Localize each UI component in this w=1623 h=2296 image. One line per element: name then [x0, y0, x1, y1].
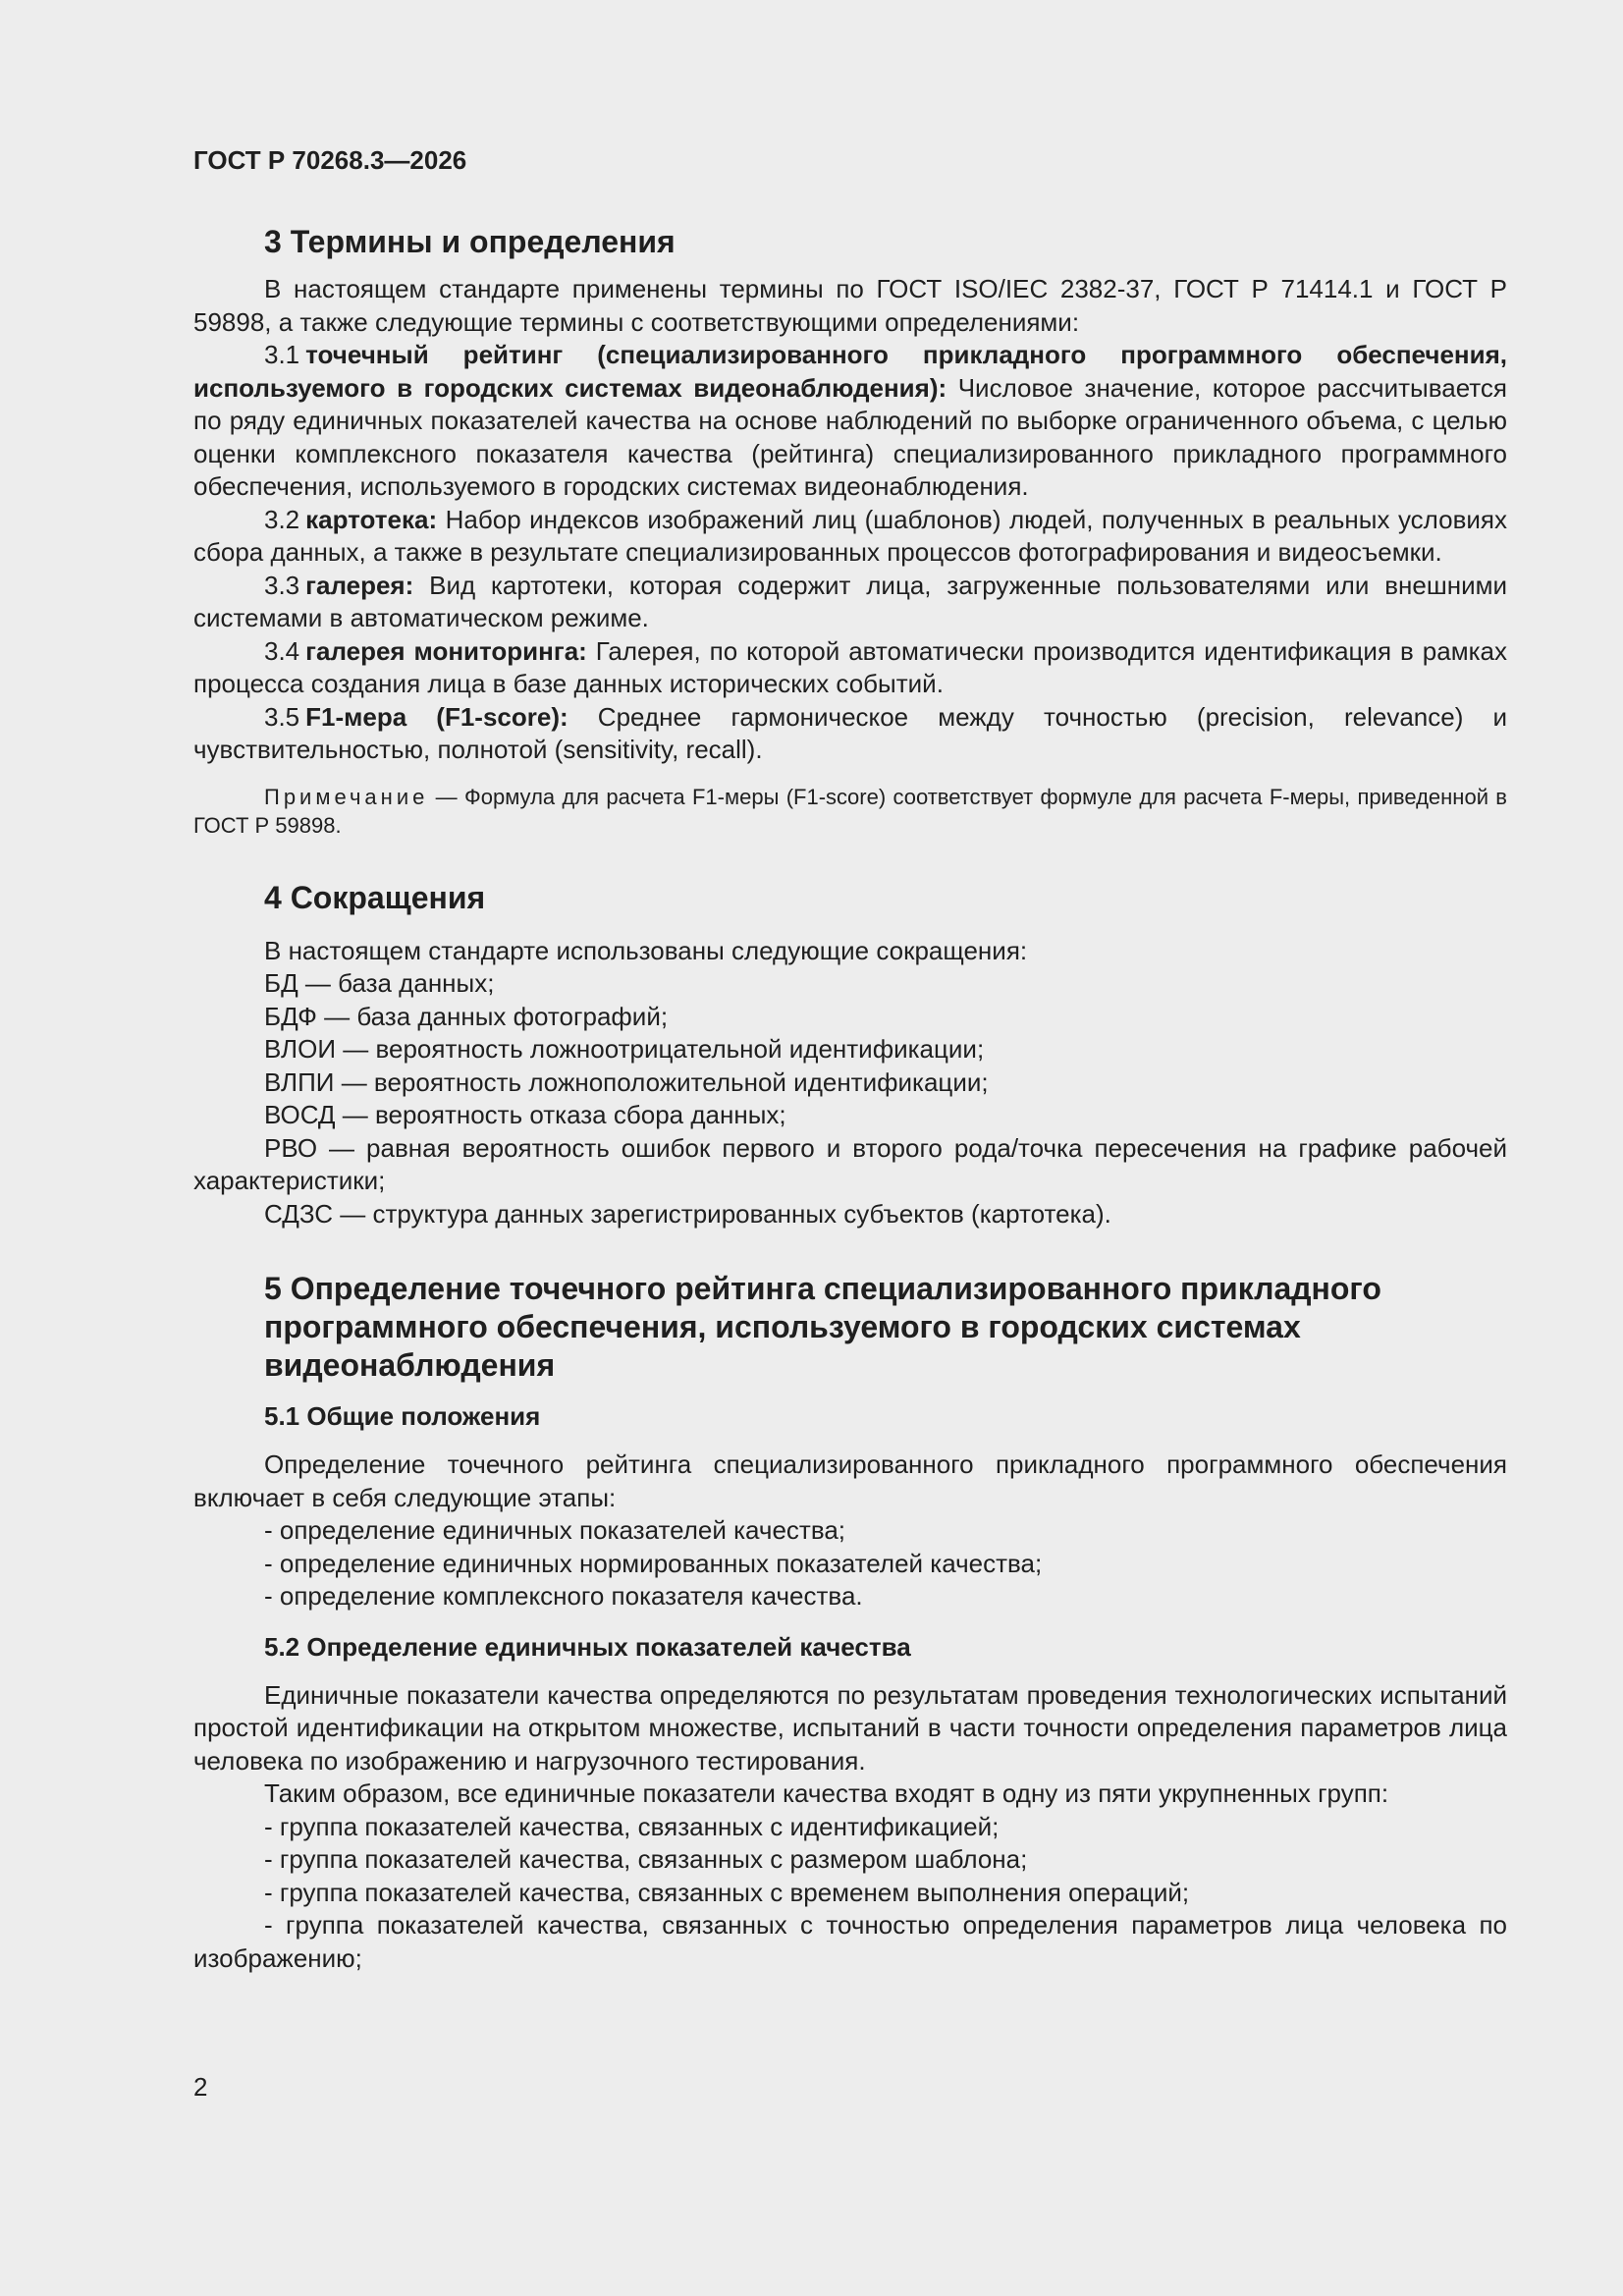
section-5-2-heading: 5.2 Определение единичных показателей качества — [264, 1631, 911, 1662]
abbreviation-item: ВОСД — вероятность отказа сбора данных; — [264, 1100, 786, 1129]
note — [193, 783, 1507, 840]
list-item: - группа показателей качества, связанных с временем выполнения операций; — [264, 1877, 1190, 1907]
page-number: 2 — [193, 2072, 208, 2102]
definition-term: картотека: — [305, 504, 438, 534]
section-5-1-heading: 5.1 Общие положения — [264, 1401, 541, 1431]
definition-term: точечный рейтинг (специализированного прикладного программного обеспечения, используемого в городских системах видеонаблюдения): — [193, 340, 1507, 403]
abbreviation-item: РВО — равная вероятность ошибок первого и второго рода/точка пересечения на графике рабочей характеристики; — [193, 1132, 1507, 1195]
definition-3-2 — [193, 504, 1507, 570]
definition-3-4 — [193, 635, 1507, 701]
note-text: — Формула для расчета F1-меры (F1-score) соответствует формуле для расчета F-меры, приведенной в ГОСТ Р 59898. — [193, 784, 1507, 838]
definition-text: Набор индексов изображений лиц (шаблонов) людей, полученных в реальных условиях сбора данных, а также в результате специализированных процессов фотографирования и видеосъемки. — [193, 504, 1507, 567]
list-item: - группа показателей качества, связанных с идентификацией; — [264, 1811, 1000, 1841]
section-5-2-paragraph: Таким образом, все единичные показатели качества входят в одну из пяти укрупненных групп: — [264, 1778, 1389, 1808]
definition-number: 3.5 — [264, 701, 300, 732]
section-4-heading: 4 Сокращения — [264, 879, 486, 915]
list-item: - группа показателей качества, связанных с точностью определения параметров лица человека по изображению; — [193, 1910, 1507, 1973]
section-5-1-intro: Определение точечного рейтинга специализированного прикладного программного обеспечения включает в себя следующие этапы: — [193, 1449, 1507, 1512]
section-5-2-paragraph: Единичные показатели качества определяются по результатам проведения технологических испытаний простой идентификации на открытом множестве, испытаний в части точности определения параметров лица человека по изображению и нагрузочного тестирования. — [193, 1679, 1507, 1776]
definition-text: Галерея, по которой автоматически производится идентификация в рамках процесса создания лица в базе данных исторических событий. — [193, 635, 1507, 698]
list-item: - группа показателей качества, связанных с размером шаблона; — [264, 1844, 1028, 1874]
definition-term: галерея: — [305, 570, 414, 600]
definition-term: F1-мера (F1-score): — [305, 701, 568, 732]
document-page — [193, 145, 1507, 1975]
abbreviation-item: ВЛПИ — вероятность ложноположительной идентификации; — [264, 1066, 989, 1097]
abbreviation-item: СДЗС — структура данных зарегистрированных субъектов (картотека). — [264, 1198, 1111, 1229]
section-4-intro: В настоящем стандарте использованы следующие сокращения: — [264, 935, 1028, 965]
section-3-intro: В настоящем стандарте применены термины по ГОСТ ISO/IEC 2382-37, ГОСТ Р 71414.1 и ГОСТ Р 59898, а также следующие термины с соответствующими определениями: — [193, 274, 1507, 337]
definition-term: галерея мониторинга: — [305, 635, 587, 666]
definition-number: 3.4 — [264, 635, 300, 666]
definition-text: Среднее гармоническое между точностью (precision, relevance) и чувствительностью, полнотой (sensitivity, recall). — [193, 701, 1507, 764]
definition-3-1 — [193, 339, 1507, 504]
section-3-heading: 3 Термины и определения — [264, 224, 676, 259]
definition-3-5 — [193, 701, 1507, 767]
definition-text: Вид картотеки, которая содержит лица, загруженные пользователями или внешними системами в автоматическом режиме. — [193, 570, 1507, 632]
definition-number: 3.3 — [264, 570, 300, 600]
definition-number: 3.2 — [264, 504, 300, 534]
abbreviation-item: ВЛОИ — вероятность ложноотрицательной идентификации; — [264, 1034, 985, 1064]
document-id: ГОСТ Р 70268.3—2026 — [193, 145, 467, 175]
section-5-heading: 5 Определение точечного рейтинга специализированного прикладного программного обеспечения, используемого в городских системах видеонаблюдения — [264, 1271, 1381, 1383]
abbreviation-item: БД — база данных; — [264, 968, 495, 998]
abbreviation-item: БДФ — база данных фотографий; — [264, 1001, 669, 1031]
definition-number: 3.1 — [264, 340, 300, 369]
list-item: - определение комплексного показателя качества. — [264, 1581, 863, 1611]
definition-3-3 — [193, 570, 1507, 635]
note-label: Примечание — [264, 784, 429, 809]
list-item: - определение единичных показателей качества; — [264, 1515, 846, 1545]
list-item: - определение единичных нормированных показателей качества; — [264, 1548, 1043, 1578]
definition-text: Числовое значение, которое рассчитывается по ряду единичных показателей качества на основе наблюдений по выборке ограниченного объема, с целью оценки комплексного показателя качества (рейтинга) специализированного прикладного программного обеспечения, используемого в городских системах видеонаблюдения. — [193, 372, 1507, 501]
